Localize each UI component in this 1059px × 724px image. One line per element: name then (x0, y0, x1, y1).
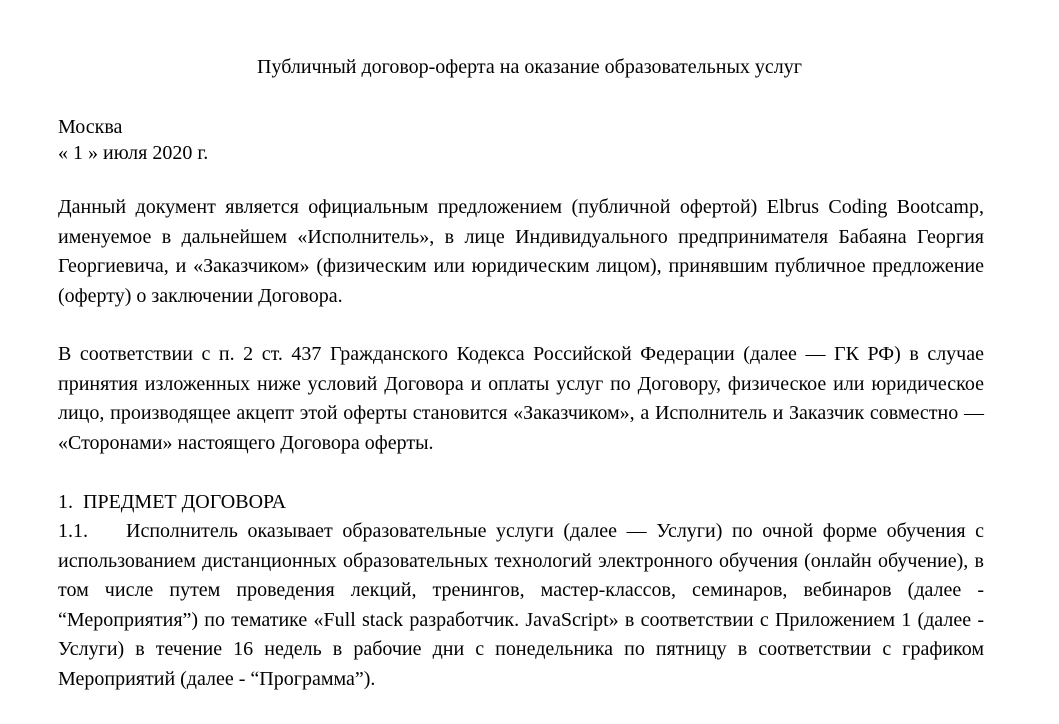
place-and-date (58, 114, 208, 166)
clause-number: 1.1. (58, 520, 88, 542)
document-title: Публичный договор-оферта на оказание образовательных услуг (257, 56, 802, 78)
paragraph-offer-intro: Данный документ является официальным предложением (публичной офертой) Elbrus Coding Bootcamp, именуемое в дальнейшем «Исполнитель», в лице Индивидуального предпринимателя Бабаяна Георгия Георгиевича, и «Заказчиком» (физическим или юридическим лицом), принявшим публичное предложение (оферту) о заключении Договора. (58, 196, 984, 307)
contract-date: « 1 » июля 2020 г. (58, 142, 209, 164)
city: Москва (58, 116, 123, 138)
paragraph-acceptance: В соответствии с п. 2 ст. 437 Гражданского Кодекса Российской Федерации (далее — ГК РФ) в случае принятия изложенных ниже условий Договора и оплаты услуг по Договору, физическое или юридическое лицо, производящее акцепт этой оферты становится «Заказчиком», а Исполнитель и Заказчик совместно — «Сторонами» настоящего Договора оферты. (58, 343, 984, 454)
clause-1-1 (58, 517, 984, 694)
section-heading-subject: 1. ПРЕДМЕТ ДОГОВОРА (58, 491, 287, 513)
clause-text: Исполнитель оказывает образовательные услуги (далее — Услуги) по очной форме обучения с использованием дистанционных образовательных технологий электронного обучения (онлайн обучение), в том числе путем проведения лекций, тренингов, мастер-классов, семинаров, вебинаров (далее - “Мероприятия”) по тематике «Full stack разработчик. JavaScript» в соответствии с Приложением 1 (далее - Услуги) в течение 16 недель в рабочие дни с понедельника по пятницу в соответствии с графиком Мероприятий (далее - “Программа”). (58, 520, 984, 690)
